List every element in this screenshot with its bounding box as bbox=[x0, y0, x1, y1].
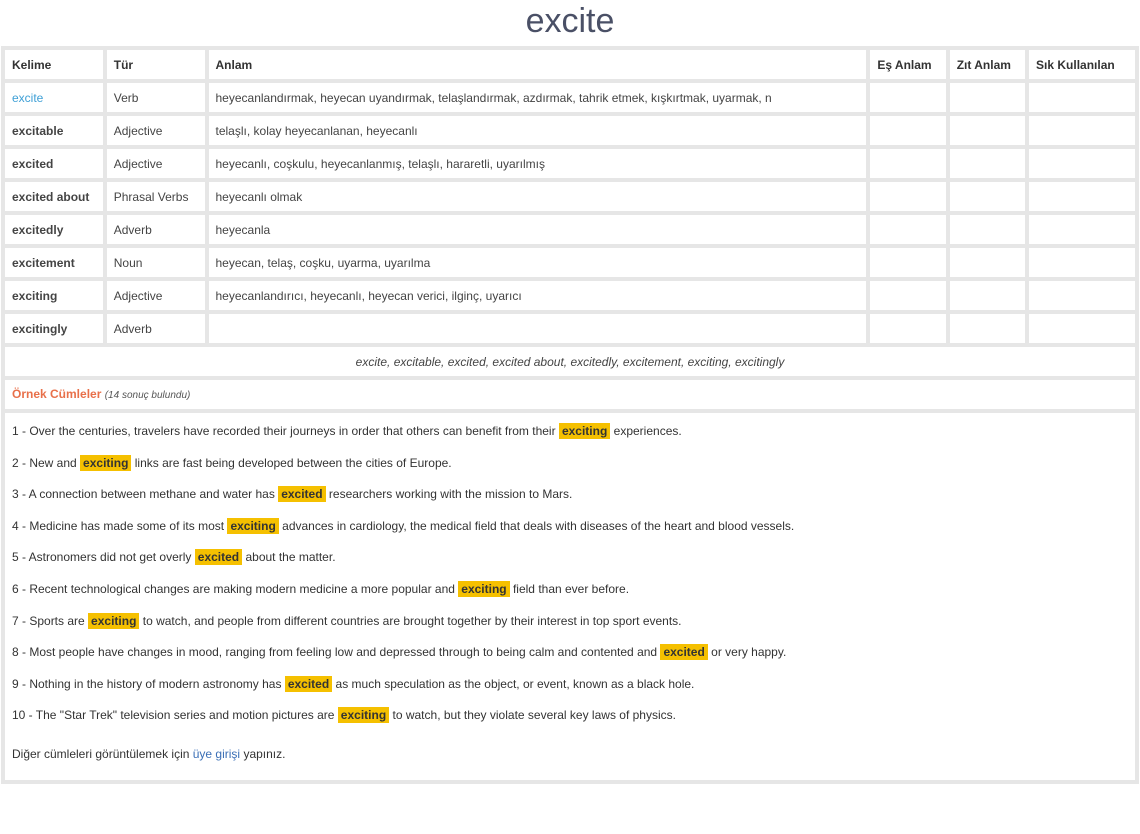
example-sentence bbox=[12, 545, 1128, 577]
word-synonym bbox=[870, 215, 945, 244]
word-frequent bbox=[1029, 314, 1135, 343]
example-sentence bbox=[12, 640, 1128, 672]
column-header-word: Kelime bbox=[5, 50, 103, 79]
word-table bbox=[1, 46, 1139, 380]
sentence-text: as much speculation as the object, or event, known as a black hole. bbox=[335, 676, 695, 691]
sentence-text: 4 - Medicine has made some of its most bbox=[12, 518, 225, 533]
example-sentences-header bbox=[5, 380, 1135, 409]
word-meaning bbox=[209, 314, 867, 343]
column-header-synonym: Eş Anlam bbox=[870, 50, 945, 79]
login-prompt bbox=[12, 747, 1128, 761]
column-header-meaning: Anlam bbox=[209, 50, 867, 79]
word-synonym bbox=[870, 248, 945, 277]
sentence-text: 10 - The "Star Trek" television series and motion pictures are bbox=[12, 708, 335, 723]
word-cell[interactable]: excitement bbox=[5, 248, 103, 277]
word-frequent bbox=[1029, 215, 1135, 244]
highlighted-word: exciting bbox=[227, 518, 278, 534]
sentence-text: 5 - Astronomers did not get overly bbox=[12, 550, 192, 565]
sentence-text: researchers working with the mission to Mars. bbox=[328, 487, 573, 502]
sentence-text: field than ever before. bbox=[512, 581, 630, 596]
highlighted-word: exciting bbox=[559, 423, 610, 439]
example-sentence bbox=[12, 672, 1128, 704]
word-antonym bbox=[950, 149, 1025, 178]
sentence-text: 1 - Over the centuries, travelers have recorded their journeys in order that others can benefit from their bbox=[12, 424, 556, 438]
word-synonym bbox=[870, 83, 945, 112]
word-type: Adjective bbox=[107, 281, 205, 310]
word-synonym bbox=[870, 281, 945, 310]
sentence-text: to watch, but they violate several key laws of physics. bbox=[392, 708, 676, 723]
highlighted-word: exciting bbox=[88, 613, 139, 629]
summary-row bbox=[5, 347, 1135, 376]
word-synonym bbox=[870, 182, 945, 211]
table-row bbox=[5, 248, 1135, 277]
word-type: Adverb bbox=[107, 314, 205, 343]
word-antonym bbox=[950, 314, 1025, 343]
example-sentence bbox=[12, 482, 1128, 514]
word-family-summary: excite, excitable, excited, excited about, excitedly, excitement, exciting, excitingly bbox=[5, 347, 1135, 376]
example-sentence bbox=[12, 451, 1128, 483]
login-prompt-text: Diğer cümleleri görüntülemek için bbox=[12, 746, 190, 761]
section-title: Örnek Cümleler bbox=[12, 387, 102, 401]
word-synonym bbox=[870, 149, 945, 178]
word-cell[interactable]: excited about bbox=[5, 182, 103, 211]
word-cell[interactable]: excitingly bbox=[5, 314, 103, 343]
page-title: excite bbox=[525, 2, 615, 40]
word-antonym bbox=[950, 281, 1025, 310]
word-antonym bbox=[950, 182, 1025, 211]
example-sentence bbox=[12, 703, 1128, 735]
word-type: Adverb bbox=[107, 215, 205, 244]
highlighted-word: excited bbox=[660, 644, 707, 660]
table-row bbox=[5, 116, 1135, 145]
word-antonym bbox=[950, 83, 1025, 112]
table-row bbox=[5, 83, 1135, 112]
sentence-text: links are fast being developed between the cities of Europe. bbox=[134, 455, 452, 470]
highlighted-word: excited bbox=[195, 549, 242, 565]
table-row bbox=[5, 182, 1135, 211]
word-cell[interactable]: excitable bbox=[5, 116, 103, 145]
example-sentences-list bbox=[5, 413, 1135, 780]
table-row bbox=[5, 149, 1135, 178]
word-cell[interactable]: excited bbox=[5, 149, 103, 178]
column-header-antonym: Zıt Anlam bbox=[950, 50, 1025, 79]
word-meaning: heyecanlı olmak bbox=[209, 182, 867, 211]
highlighted-word: exciting bbox=[458, 581, 509, 597]
sentence-text: about the matter. bbox=[245, 550, 336, 565]
sentence-text: to watch, and people from different countries are brought together by their interest in top sport events. bbox=[142, 613, 682, 628]
table-row bbox=[5, 314, 1135, 343]
word-type: Verb bbox=[107, 83, 205, 112]
table-row bbox=[5, 281, 1135, 310]
example-sentence bbox=[12, 514, 1128, 546]
sentence-text: or very happy. bbox=[711, 645, 787, 660]
word-frequent bbox=[1029, 248, 1135, 277]
word-cell[interactable]: excitedly bbox=[5, 215, 103, 244]
word-meaning: heyecanlı, coşkulu, heyecanlanmış, telaşlı, hararetli, uyarılmış bbox=[209, 149, 867, 178]
word-frequent bbox=[1029, 182, 1135, 211]
word-frequent bbox=[1029, 116, 1135, 145]
word-type: Adjective bbox=[107, 116, 205, 145]
word-type: Adjective bbox=[107, 149, 205, 178]
table-row bbox=[5, 215, 1135, 244]
highlighted-word: exciting bbox=[80, 455, 131, 471]
login-prompt-text: yapınız. bbox=[243, 746, 286, 761]
word-meaning: telaşlı, kolay heyecanlanan, heyecanlı bbox=[209, 116, 867, 145]
result-count: (14 sonuç bulundu) bbox=[104, 390, 191, 401]
sentence-text: 7 - Sports are bbox=[12, 613, 85, 628]
example-sentence bbox=[12, 419, 1128, 451]
word-antonym bbox=[950, 116, 1025, 145]
word-frequent bbox=[1029, 281, 1135, 310]
word-meaning: heyecanla bbox=[209, 215, 867, 244]
column-header-frequent: Sık Kullanılan bbox=[1029, 50, 1135, 79]
word-link[interactable]: excite bbox=[5, 83, 103, 112]
sentence-text: 3 - A connection between methane and water has bbox=[12, 487, 275, 502]
word-synonym bbox=[870, 314, 945, 343]
word-type: Phrasal Verbs bbox=[107, 182, 205, 211]
word-meaning: heyecan, telaş, coşku, uyarma, uyarılma bbox=[209, 248, 867, 277]
highlighted-word: excited bbox=[285, 676, 332, 692]
example-sentence bbox=[12, 609, 1128, 641]
word-cell[interactable]: exciting bbox=[5, 281, 103, 310]
word-meaning: heyecanlandırmak, heyecan uyandırmak, telaşlandırmak, azdırmak, tahrik etmek, kışkırtmak, uyarmak, n bbox=[209, 83, 867, 112]
table-header-row bbox=[5, 50, 1135, 79]
sentence-text: 9 - Nothing in the history of modern astronomy has bbox=[12, 676, 282, 691]
word-synonym bbox=[870, 116, 945, 145]
login-link[interactable]: üye girişi bbox=[192, 746, 241, 761]
sentence-text: 2 - New and bbox=[12, 455, 77, 470]
word-antonym bbox=[950, 248, 1025, 277]
word-type: Noun bbox=[107, 248, 205, 277]
sentence-text: 6 - Recent technological changes are making modern medicine a more popular and bbox=[12, 581, 455, 596]
highlighted-word: exciting bbox=[338, 707, 389, 723]
highlighted-word: excited bbox=[278, 486, 325, 502]
example-sentence bbox=[12, 577, 1128, 609]
example-sentences-section bbox=[1, 380, 1139, 784]
word-meaning: heyecanlandırıcı, heyecanlı, heyecan verici, ilginç, uyarıcı bbox=[209, 281, 867, 310]
word-frequent bbox=[1029, 83, 1135, 112]
sentence-text: advances in cardiology, the medical field that deals with diseases of the heart and blood vessels. bbox=[282, 518, 795, 533]
word-antonym bbox=[950, 215, 1025, 244]
sentence-text: experiences. bbox=[613, 424, 682, 438]
sentence-text: 8 - Most people have changes in mood, ranging from feeling low and depressed through to being calm and contented and bbox=[12, 645, 658, 660]
column-header-type: Tür bbox=[107, 50, 205, 79]
word-frequent bbox=[1029, 149, 1135, 178]
